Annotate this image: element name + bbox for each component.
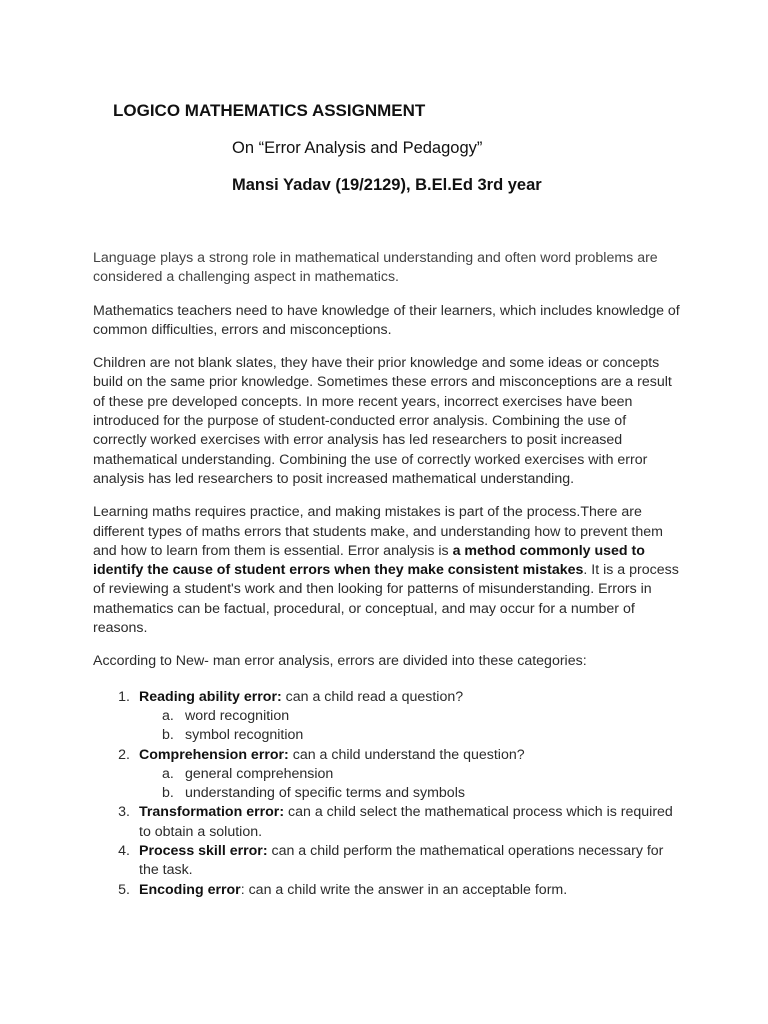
paragraph-5: According to New- man error analysis, errors are divided into these categories: [93,653,587,670]
document-subtitle: On “Error Analysis and Pedagogy” [232,139,483,157]
category-term: Process skill error: [139,843,268,860]
category-term: Encoding error [139,881,241,898]
category-list [93,688,683,900]
paragraph-4-bold: a method commonly used to identify the cause of student errors when they make consistent mistakes [93,542,645,579]
category-item-comprehension [139,746,683,804]
category-item-encoding [139,881,683,900]
error-categories [93,688,683,900]
category-desc: can a child understand the question? [288,746,525,763]
sub-list [139,765,683,804]
document-body [93,249,683,900]
sub-item: understanding of specific terms and symbols [185,785,465,802]
paragraph-3: Children are not blank slates, they have their prior knowledge and some ideas or concepts build on the same prior knowledge. Sometimes these errors and misconceptions are a result of these pre developed concepts. In more recent years, incorrect exercises have been introduced for the purpose of student-conducted error analysis. Combining the use of correctly worked exercises with error analysis has led researchers to posit increased mathematical understanding. Combining the use of correctly worked exercises with error analysis has led researchers to posit increased mathematical understanding. [93,355,672,487]
paragraph-2: Mathematics teachers need to have knowledge of their learners, which includes knowledge of common difficulties, errors and misconceptions. [93,302,680,338]
category-item-reading [139,688,683,746]
category-term: Transformation error: [139,804,285,821]
sub-item: symbol recognition [185,727,304,744]
category-desc: can a child read a question? [281,688,464,705]
paragraph-1: Language plays a strong role in mathematical understanding and often word problems are considered a challenging aspect in mathematics. [93,250,658,286]
document-title: LOGICO MATHEMATICS ASSIGNMENT [113,101,426,120]
category-desc: : can a child write the answer in an acceptable form. [240,881,568,898]
category-desc: can a child select the mathematical process which is required to obtain a solution. [139,804,673,840]
sub-list [139,707,683,746]
category-term: Reading ability error: [139,688,282,705]
paragraph-4-start: Learning maths requires practice, and making mistakes is part of the process.There are different types of maths errors that students make, and understanding how to prevent them and how to learn from them is essential. Error analysis is [93,504,663,559]
category-item-transformation [139,803,683,842]
sub-item: word recognition [185,707,290,724]
author-line: Mansi Yadav (19/2129), B.El.Ed 3rd year [232,176,542,194]
category-term: Comprehension error: [139,746,289,763]
category-item-process-skill [139,842,683,881]
category-desc: can a child perform the mathematical operations necessary for the task. [139,843,664,879]
paragraph-4-end: . It is a process of reviewing a student's work and then looking for patterns of misunderstanding. Errors in mathematics can be factual, procedural, or conceptual, and may occur for a number of reasons. [93,562,679,637]
paragraph-4 [93,503,683,638]
sub-item: general comprehension [185,765,334,782]
